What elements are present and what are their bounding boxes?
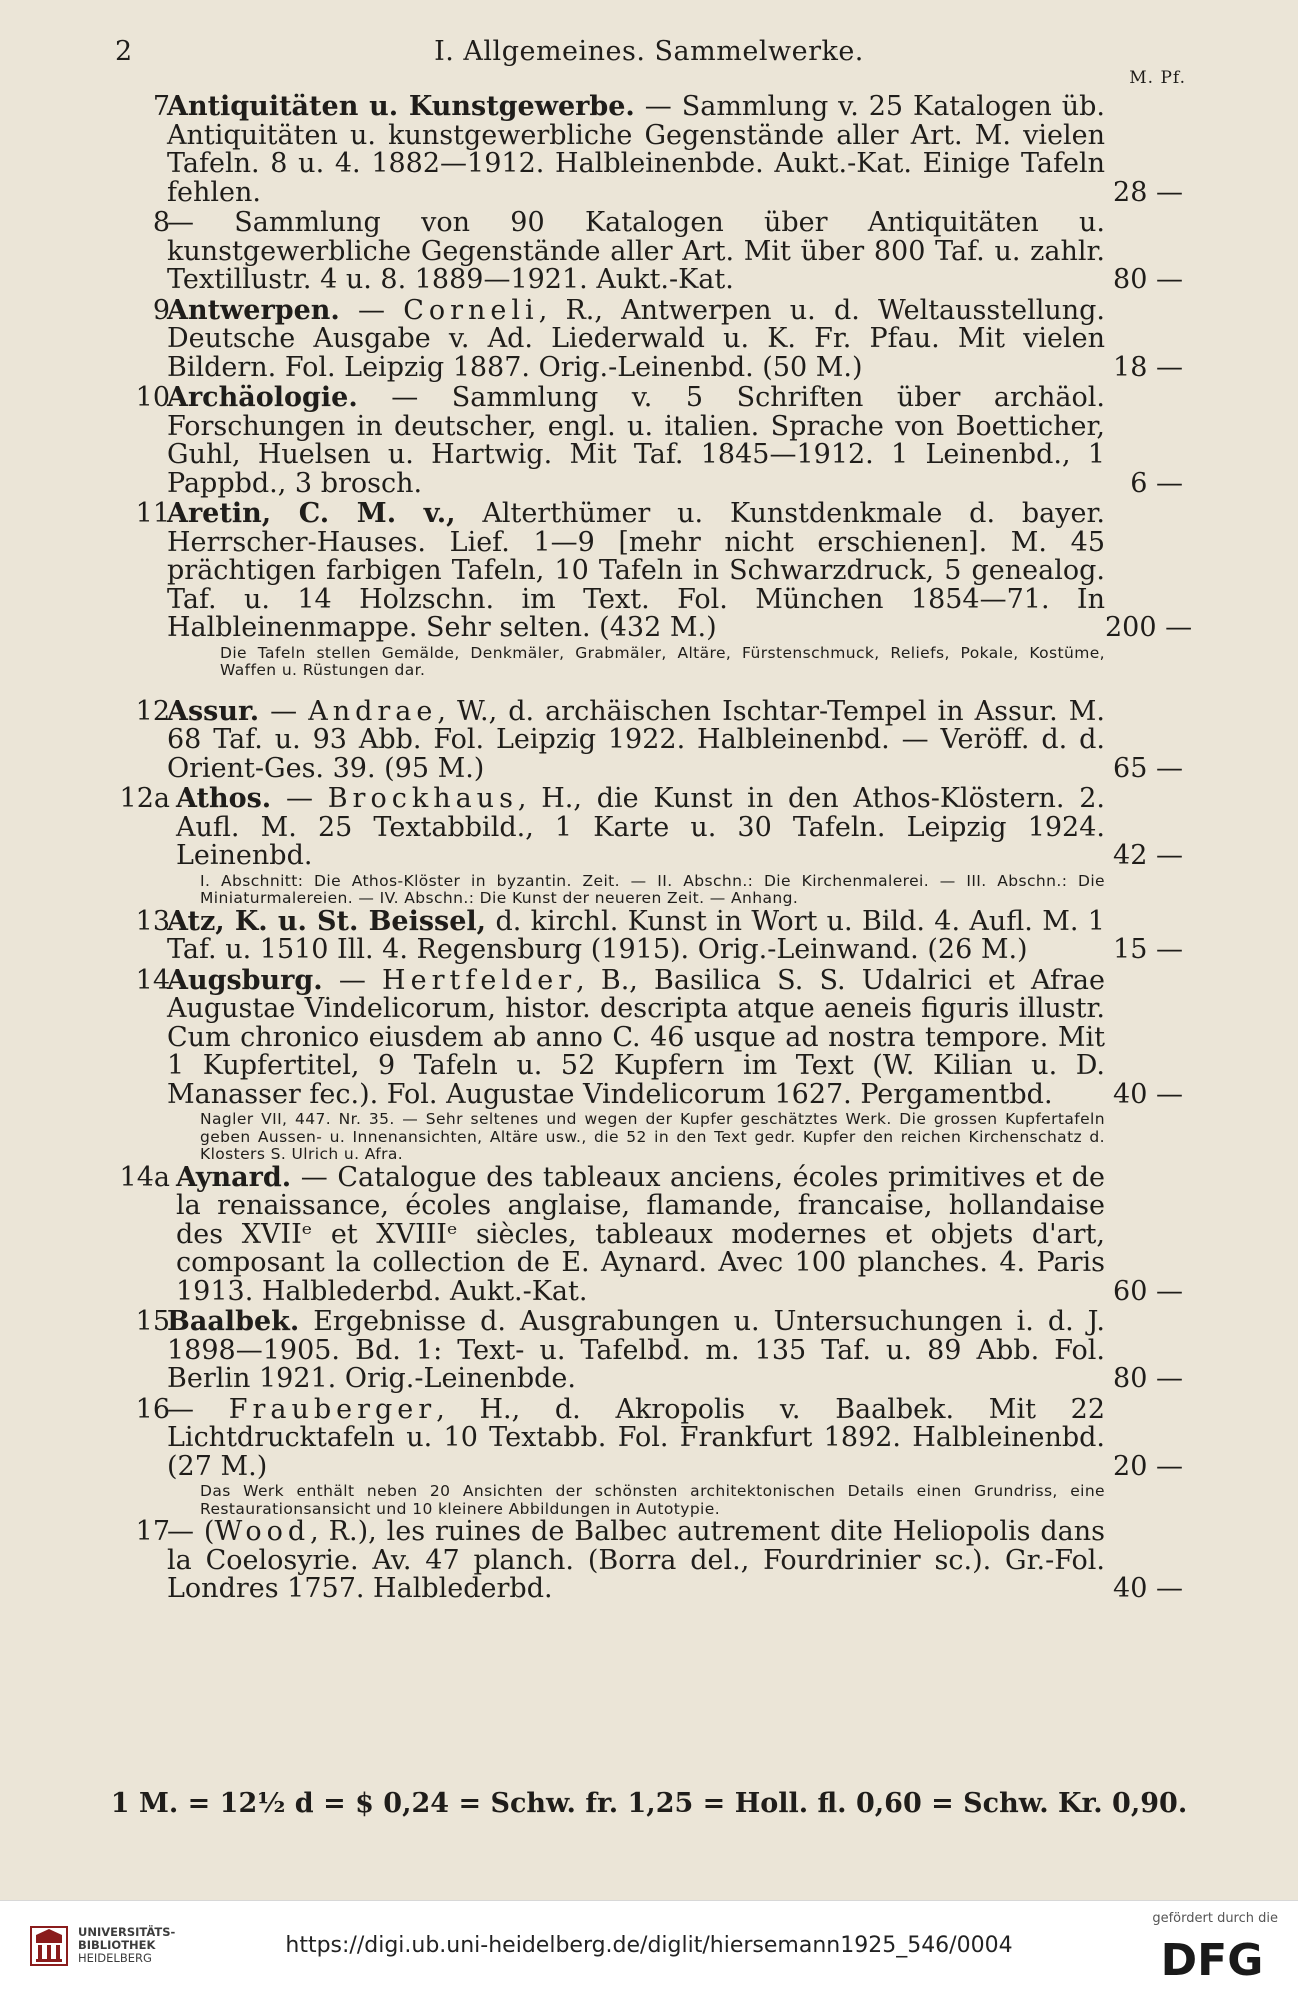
entry-heading: Antiquitäten u. Kunstgewerbe. — [167, 91, 635, 122]
entry-price: 6 — — [1130, 467, 1183, 499]
entry-price: 200 — — [1105, 612, 1193, 643]
entry-text — [167, 1518, 1105, 1604]
entry-price: 18 — — [1113, 351, 1183, 383]
entry-description: — Sammlung von 90 Katalogen über Antiquitäten u. kunstgewerbliche Gegenstände aller Art. Mit über 800 Taf. u. zahlr. Textillustr. 4 u. 8. 1889—1921. Aukt.-Kat. — [167, 207, 1105, 295]
catalogue-entry — [118, 1161, 1183, 1307]
entry-connector: — — [259, 695, 309, 727]
catalogue-entry — [118, 905, 1183, 965]
entry-number: 12a — [119, 783, 170, 814]
entry-number: 15 — [135, 1306, 170, 1337]
catalogue-entry — [118, 695, 1183, 784]
entry-note: Das Werk enthält neben 20 Ansichten der schönsten architektonischen Details einen Grundriss, eine Restaurationsansicht und 10 kleinere Abbildungen in Autotypie. — [200, 1482, 1105, 1518]
entry-text — [167, 1308, 1105, 1394]
entry-connector: — — [167, 1393, 229, 1425]
dfg-logo — [1148, 1933, 1276, 1983]
entry-note: Nagler VII, 447. Nr. 35. — Sehr seltenes und wegen der Kupfer geschätztes Werk. Die grossen Kupfertafeln geben Aussen- u. Innenansichten, Altäre usw., die 52 in den Text gedr. Kupfer den reichen Kirchenschatz d. Klosters S. Ulrich u. Afra. — [200, 1110, 1105, 1163]
entry-author: Frauberger — [228, 1393, 437, 1425]
entry-description: , R., Antwerpen u. d. Weltausstellung. Deutsche Ausgabe v. Ad. Liederwald u. K. Fr. Pfau. Mit vielen Bildern. Fol. Leipzig 1887. Orig.-Leinenbd. (50 M.) — [167, 294, 1105, 383]
funding-caption: gefördert durch die — [1152, 1911, 1278, 1926]
entry-number: 8 — [152, 207, 170, 238]
entry-note: Die Tafeln stellen Gemälde, Denkmäler, Grabmäler, Altäre, Fürstenschmuck, Reliefs, Pokale, Kostüme, Waffen u. Rüstungen dar. — [220, 643, 1105, 679]
entry-heading: Assur. — [167, 695, 260, 727]
catalogue-entry — [118, 1393, 1183, 1482]
entry-description: Alterthümer u. Kunstdenkmale d. bayer. Herrscher-Hauses. Lief. 1—9 [mehr nicht erschienen]. M. 45 prächtigen farbigen Tafeln, 10 Tafeln in Schwarzdruck, 5 genealog. Taf. u. 14 Holzschn. im Text. Fol. München 1854—71. In Halbleinenmappe. Sehr selten. (432 M.) — [167, 498, 1105, 643]
entry-number: 16 — [135, 1393, 170, 1425]
entry-heading: Athos. — [176, 783, 272, 814]
entry-price: 40 — — [1113, 1573, 1183, 1604]
entry-heading: Aretin, C. M. v., — [167, 498, 456, 529]
entry-number: 11 — [135, 498, 170, 529]
entry-description: — Sammlung v. 5 Schriften über archäol. Forschungen in deutscher, engl. u. italien. Sprache von Boetticher, Guhl, Huelsen u. Hartwig. Mit Taf. 1845—1912. 1 Leinenbd., 1 Pappbd., 3 brosch. — [167, 382, 1105, 499]
entry-description: , H., d. Akropolis v. Baalbek. Mit 22 Lichtdrucktafeln u. 10 Textabb. Fol. Frankfurt 1892. Halbleinenbd. (27 M.) — [167, 1393, 1105, 1482]
entry-price: 42 — — [1113, 840, 1183, 871]
entry-author: Corneli — [403, 294, 539, 326]
entry-number: 9 — [152, 294, 170, 326]
entry-description: , W., d. archäischen Ischtar-Tempel in Assur. M. 68 Taf. u. 93 Abb. Fol. Leipzig 1922. Halbleinenbd. — Veröff. d. d. Orient-Ges. 39. (95 M.) — [167, 695, 1105, 784]
entry-number: 13 — [135, 905, 170, 937]
source-url[interactable]: https://digi.ub.uni-heidelberg.de/diglit/hiersemann1925_546/0004 — [285, 1933, 1013, 1958]
footer-bar — [0, 1900, 1298, 1994]
entry-price: 40 — — [1113, 1078, 1183, 1110]
entry-price: 15 — — [1113, 934, 1183, 965]
entry-heading: Aynard. — [176, 1161, 292, 1193]
entry-heading: Antwerpen. — [167, 294, 340, 326]
entry-text — [167, 1393, 1105, 1482]
catalogue-entry — [118, 294, 1183, 383]
entry-price: 28 — — [1113, 176, 1183, 208]
entry-text — [176, 785, 1105, 871]
entry-heading: Atz, K. u. St. Beissel, — [167, 905, 487, 937]
entry-description: — Sammlung v. 25 Katalogen üb. Antiquitäten u. kunstgewerbliche Gegenstände aller Art. M. vielen Tafeln. 8 u. 4. 1882—1912. Halbleinenbde. Aukt.-Kat. Einige Tafeln fehlen. — [167, 91, 1105, 208]
entry-description: , B., Basilica S. S. Udalrici et Afrae Augustae Vindelicorum, histor. descripta atque aeneis figuris illustr. Cum chronico eiusdem ab anno C. 46 usque ad nostra tempore. Mit 1 Kupfertitel, 9 Tafeln u. 52 Kupfern im Text (W. Kilian u. D. Manasser fec.). Fol. Augustae Vindelicorum 1627. Pergamentbd. — [167, 964, 1106, 1110]
entry-connector: — — [322, 964, 383, 996]
entry-number: 7 — [152, 91, 170, 122]
exchange-rate-line: 1 M. = 12½ d = $ 0,24 = Schw. fr. 1,25 = Holl. fl. 0,60 = Schw. Kr. 0,90. — [110, 1788, 1188, 1819]
entry-author: Wood — [214, 1516, 311, 1547]
entry-price: 60 — — [1113, 1275, 1183, 1307]
entry-number: 10 — [135, 382, 170, 413]
entry-connector: — — [339, 294, 404, 326]
price-column-head: M. Pf. — [1129, 68, 1186, 88]
entry-number: 17 — [135, 1516, 170, 1547]
entry-heading: Baalbek. — [167, 1306, 300, 1337]
entry-text — [167, 695, 1105, 784]
catalogue-entry — [118, 1308, 1183, 1394]
running-head: I. Allgemeines. Sammelwerke. — [434, 36, 864, 67]
entry-text — [167, 500, 1105, 643]
entry-text — [176, 1161, 1105, 1307]
entry-price: 20 — — [1113, 1450, 1183, 1482]
entry-author: Brockhaus — [327, 783, 518, 814]
entry-description: , H., die Kunst in den Athos-Klöstern. 2. Aufl. M. 25 Textabbild., 1 Karte u. 30 Tafeln. Leipzig 1924. Leinenbd. — [176, 783, 1106, 871]
entry-number: 14 — [135, 964, 170, 996]
entry-text — [167, 209, 1105, 295]
entry-price: 65 — — [1113, 752, 1183, 784]
entry-author: Andrae — [308, 695, 438, 727]
entry-description: Ergebnisse d. Ausgrabungen u. Untersuchungen i. d. J. 1898—1905. Bd. 1: Text- u. Tafelbd. m. 135 Taf. u. 89 Abb. Fol. Berlin 1921. Orig.-Leinenbde. — [167, 1306, 1105, 1394]
entry-text — [167, 294, 1105, 383]
entry-price: 80 — — [1113, 1363, 1183, 1394]
catalogue-entry — [118, 209, 1183, 295]
entry-text — [167, 964, 1106, 1110]
svg-text:DFG: DFG — [1160, 1935, 1264, 1983]
entry-number: 12 — [135, 695, 170, 727]
entry-text — [167, 905, 1105, 965]
entry-description: — Catalogue des tableaux anciens, écoles primitives et de la renaissance, écoles anglaise, flamande, francaise, hollandaise des XVIIᵉ et XVIIIᵉ siècles, tableaux modernes et objets d'art, composant la collection de E. Aynard. Avec 100 planches. 4. Paris 1913. Halblederbd. Aukt.-Kat. — [176, 1161, 1105, 1307]
page-number: 2 — [115, 36, 133, 67]
entry-text — [167, 93, 1105, 207]
catalogue-entry — [118, 785, 1183, 871]
entry-description: d. kirchl. Kunst in Wort u. Bild. 4. Aufl. M. 1 Taf. u. 1510 Ill. 4. Regensburg (1915). Orig.-Leinwand. (26 M.) — [167, 905, 1105, 965]
catalogue-entry — [118, 1518, 1183, 1604]
entry-connector: — ( — [167, 1516, 215, 1547]
catalogue-entry — [118, 964, 1183, 1110]
catalogue-entry — [118, 498, 1193, 643]
catalogue-entry — [118, 384, 1183, 498]
entry-description: , R.), les ruines de Balbec autrement dite Heliopolis dans la Coelosyrie. Av. 47 planch. (Borra del., Fourdrinier sc.). Gr.-Fol. Londres 1757. Halblederbd. — [167, 1516, 1105, 1604]
entry-number: 14a — [119, 1161, 170, 1193]
catalogue-entry — [118, 93, 1183, 207]
entry-price: 80 — — [1113, 264, 1183, 295]
catalogue-entries — [118, 91, 1193, 1606]
entry-heading: Augsburg. — [167, 964, 323, 996]
university-library-name: UNIVERSITÄTS- BIBLIOTHEK HEIDELBERG — [78, 1925, 176, 1965]
entry-heading: Archäologie. — [167, 382, 358, 413]
entry-connector: — — [271, 783, 328, 814]
entry-text — [167, 384, 1105, 498]
entry-author: Hertfelder — [382, 964, 577, 996]
entry-note: I. Abschnitt: Die Athos-Klöster in byzantin. Zeit. — II. Abschn.: Die Kirchenmalerei. — III. Abschn.: Die Miniaturmalereien. — IV. Abschn.: Die Kunst der neueren Zeit. — Anhang. — [200, 871, 1105, 907]
